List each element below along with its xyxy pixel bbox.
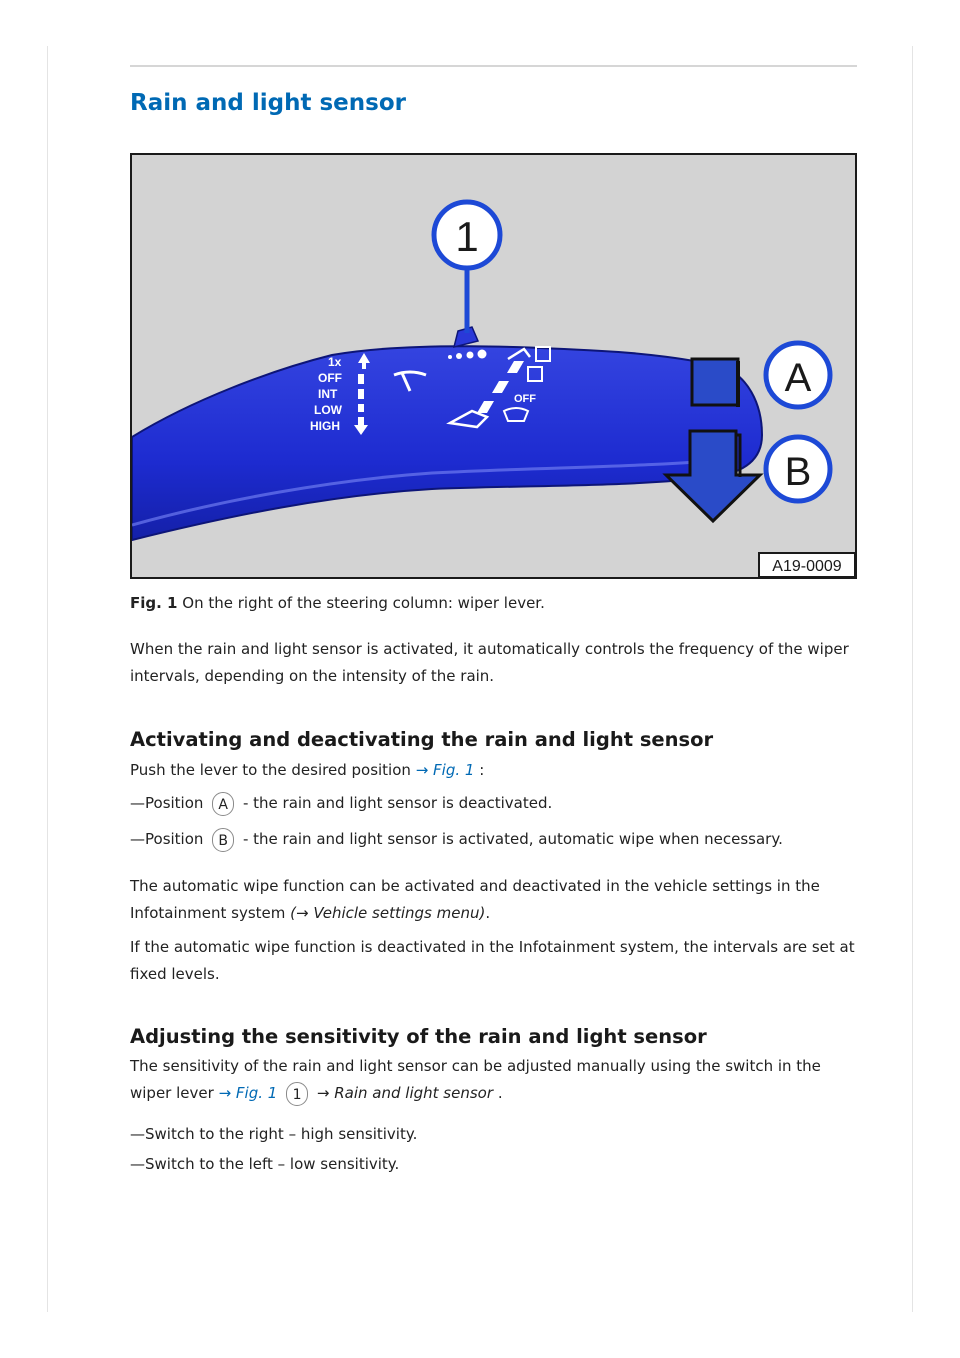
caption-label: Fig. 1 <box>130 594 178 612</box>
callout-b <box>766 437 830 501</box>
intro-paragraph <box>130 636 865 690</box>
list-dash: — <box>130 794 145 812</box>
page-title: Rain and light sensor <box>130 90 406 116</box>
right-margin-line <box>912 46 913 1312</box>
position-a-icon <box>692 359 738 405</box>
deact-line-2: fixed levels. <box>130 965 220 983</box>
switch-left-item <box>130 1151 865 1178</box>
badge-a: A <box>212 792 234 816</box>
badge-1: 1 <box>286 1082 308 1106</box>
position-a-text: - the rain and light sensor is deactivated. <box>242 794 553 812</box>
deact-line-1: If the automatic wipe function is deactivated in the Infotainment system, the intervals are set at <box>130 938 855 956</box>
figure-code: A19-0009 <box>772 558 842 575</box>
auto-wipe-paragraph: The automatic wipe function can be activated and deactivated in the vehicle settings in the Infotainment system (→ Vehicle settings menu). <box>130 873 865 927</box>
switch-left-text: Switch to the left – low sensitivity. <box>145 1155 400 1173</box>
lever-label-low: LOW <box>314 403 342 417</box>
callout-1-label: 1 <box>455 213 479 260</box>
rain-sensor-link[interactable]: → Rain and light sensor <box>316 1084 494 1102</box>
lever-label-1x: 1x <box>328 355 342 369</box>
left-margin-line <box>47 46 48 1312</box>
push-instruction <box>130 757 865 784</box>
lever-body <box>132 346 762 540</box>
list-dash: — <box>130 1125 145 1143</box>
wiper-lever-illustration <box>132 155 855 577</box>
list-dash: — <box>130 1155 145 1173</box>
auto-line-2: Infotainment system <box>130 904 286 922</box>
position-b-item <box>130 826 865 853</box>
sensitivity-line-2: wiper lever <box>130 1084 214 1102</box>
wiper-lever-figure <box>130 153 857 579</box>
lever-label-high: HIGH <box>310 419 340 433</box>
section2-heading: Adjusting the sensitivity of the rain and light sensor <box>130 1025 707 1048</box>
position-b-prefix: Position <box>145 830 204 848</box>
deactivated-paragraph <box>130 934 865 988</box>
wiper-off-label: OFF <box>514 393 536 405</box>
intro-line-2: intervals, depending on the intensity of the rain. <box>130 667 495 685</box>
list-dash: — <box>130 830 145 848</box>
fig-1-link[interactable]: → Fig. 1 <box>415 761 475 779</box>
caption-text: On the right of the steering column: wiper lever. <box>182 594 545 612</box>
push-colon: : <box>479 761 485 779</box>
switch-right-item <box>130 1121 865 1148</box>
figure-caption <box>130 590 865 617</box>
lever-label-int: INT <box>318 387 338 401</box>
push-text: Push the lever to the desired position <box>130 761 411 779</box>
position-a-prefix: Position <box>145 794 204 812</box>
sensitivity-paragraph: The sensitivity of the rain and light sensor can be adjusted manually using the switch in the wiper lever → Fig. 1 1 → Rain and light sensor . <box>130 1053 865 1107</box>
intro-line-1: When the rain and light sensor is activated, it automatically controls the frequency of the wiper <box>130 640 849 658</box>
callout-a <box>766 343 830 407</box>
switch-right-text: Switch to the right – high sensitivity. <box>145 1125 418 1143</box>
vehicle-settings-link[interactable]: (→ Vehicle settings menu) <box>290 904 486 922</box>
position-b-text: - the rain and light sensor is activated, automatic wipe when necessary. <box>242 830 783 848</box>
top-divider <box>130 65 857 67</box>
position-a-item <box>130 790 865 817</box>
sensitivity-line-1: The sensitivity of the rain and light sensor can be adjusted manually using the switch in the <box>130 1057 821 1075</box>
lever-label-off: OFF <box>318 371 342 385</box>
badge-b: B <box>212 828 234 852</box>
section1-heading: Activating and deactivating the rain and light sensor <box>130 728 714 751</box>
fig-1-link-2[interactable]: → Fig. 1 <box>218 1084 278 1102</box>
callout-b-label: B <box>784 450 812 494</box>
callout-1 <box>434 202 500 268</box>
auto-line-1: The automatic wipe function can be activated and deactivated in the vehicle settings in the <box>130 877 820 895</box>
callout-a-label: A <box>784 356 812 400</box>
